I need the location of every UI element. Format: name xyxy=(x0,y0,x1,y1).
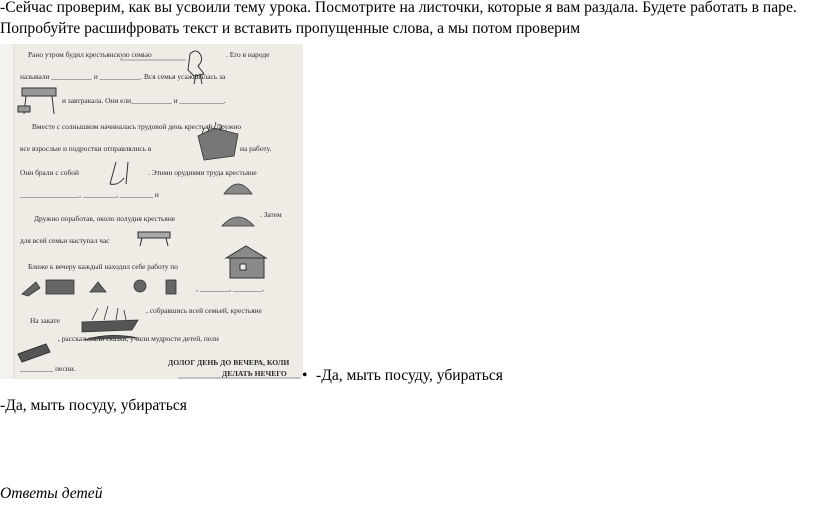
intro-line-1: -Сейчас проверим, как вы усвоили тему урока. Посмотрите на листочки, которые я вам раздала. Будете работать в паре. xyxy=(0,0,797,16)
ws-line-8b: . Затем xyxy=(260,210,282,219)
ws-line-4: Вместе с солнышком начиналась трудовой день крестьян. Дружно xyxy=(32,122,242,131)
ws-line-1b: . Его в народе xyxy=(226,50,270,59)
replies-text: Ответы детей xyxy=(0,485,103,502)
ws-proverb-2: ДЕЛАТЬ НЕЧЕГО xyxy=(222,369,287,378)
ws-line-12b: , собравшись всей семьей, крестьяне xyxy=(146,306,262,315)
bullet-icon: • xyxy=(302,367,308,384)
ws-line-5: все взрослые и подростки отправлялись в xyxy=(20,144,152,153)
worksheet-illustrations xyxy=(0,44,303,379)
intro-line-2: Попробуйте расшифровать текст и вставить пропущенные слова, а мы потом проверим xyxy=(0,20,581,37)
bullet-answer xyxy=(302,366,503,386)
ws-line-9: для всей семьи наступал час xyxy=(20,236,110,245)
bullet-answer-text: -Да, мыть посуду, убираться xyxy=(316,367,503,384)
ws-line-7: ________________, _________, _________ и xyxy=(20,190,159,199)
worksheet-image xyxy=(0,44,303,379)
ws-proverb-1: ДОЛОГ ДЕНЬ ДО ВЕЧЕРА, КОЛИ xyxy=(168,358,290,367)
intro-text xyxy=(0,0,812,39)
ws-line-6: Они брали с собой xyxy=(20,168,79,177)
ws-line-11: , ________, ________. xyxy=(196,284,265,293)
ws-line-14: _________ песни. xyxy=(20,364,76,373)
ws-line-3: и завтракала. Они ели___________ и ____________. xyxy=(62,96,226,105)
ws-line-10: Ближе к вечеру каждый находил себе работу по xyxy=(28,262,178,271)
ws-line-1: Рано утром будил крестьянскую семью xyxy=(28,50,152,59)
ws-line-12: На закате xyxy=(30,316,60,325)
ws-line-13: , рассказывали сказки, учили мудрости детей, пели xyxy=(58,334,219,343)
ws-line-5b: на работу. xyxy=(240,144,272,153)
ws-line-8: Дружно поработав, около полудня крестьяне xyxy=(34,214,176,223)
answer-text: -Да, мыть посуду, убираться xyxy=(0,397,187,414)
ws-line-6b: . Этими орудиями труда крестьяне xyxy=(148,168,257,177)
ws-line-2: называли ___________ и ___________. Вся семья усаживалась за xyxy=(20,72,226,81)
